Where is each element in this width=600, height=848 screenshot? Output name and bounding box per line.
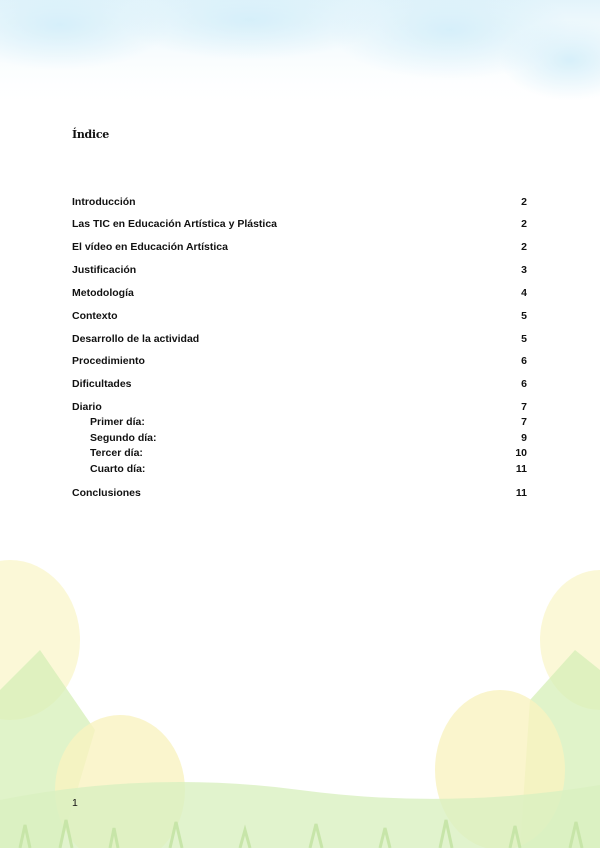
- toc-entry-page: 5: [521, 333, 527, 345]
- toc-entry-diario[interactable]: [72, 400, 527, 414]
- toc-entry-page: 2: [521, 196, 527, 208]
- toc-entry-page: 5: [521, 310, 527, 322]
- toc-entry-page: 6: [521, 378, 527, 390]
- toc-subentry-cuarto-dia[interactable]: [90, 462, 527, 476]
- toc-entry-metodologia[interactable]: [72, 286, 527, 300]
- toc-entry-conclusiones[interactable]: [72, 486, 527, 500]
- toc-entry-page: 11: [515, 487, 527, 499]
- toc-entry-label: Contexto: [72, 310, 118, 322]
- toc-entry-label: Diario: [72, 401, 102, 413]
- toc-entry-page: 2: [521, 218, 527, 230]
- toc-entry-label: Conclusiones: [72, 487, 141, 499]
- toc-entry-introduccion[interactable]: [72, 195, 527, 209]
- toc-entry-label: El vídeo en Educación Artística: [72, 241, 228, 253]
- toc-entry-label: Desarrollo de la actividad: [72, 333, 200, 345]
- toc-entry-label: Las TIC en Educación Artística y Plástica: [72, 218, 278, 230]
- toc-entry-page: 9: [521, 432, 527, 444]
- toc-entry-page: 11: [515, 463, 527, 475]
- toc-entry-label: Dificultades: [72, 378, 132, 390]
- toc-entry-justificacion[interactable]: [72, 263, 527, 277]
- toc-entry-desarrollo[interactable]: [72, 332, 527, 346]
- toc-entry-label: Cuarto día:: [90, 463, 146, 475]
- toc-entry-page: 4: [521, 287, 527, 299]
- toc-entry-page: 2: [521, 241, 527, 253]
- toc-entry-label: Segundo día:: [90, 432, 157, 444]
- toc-entry-contexto[interactable]: [72, 309, 527, 323]
- toc-entry-page: 3: [521, 264, 527, 276]
- toc-entry-procedimiento[interactable]: [72, 354, 527, 368]
- page-number: 1: [72, 797, 78, 809]
- toc-entry-label: Tercer día:: [90, 447, 143, 459]
- toc-entry-page: 6: [521, 355, 527, 367]
- toc-entry-label: Procedimiento: [72, 355, 145, 367]
- toc-entry-dificultades[interactable]: [72, 377, 527, 391]
- toc-entry-page: 7: [521, 416, 527, 428]
- toc-entry-page: 10: [515, 447, 527, 459]
- toc-entry-label: Primer día:: [90, 416, 145, 428]
- toc-entry-video[interactable]: [72, 240, 527, 254]
- index-heading: Índice: [72, 128, 109, 141]
- toc-entry-tic[interactable]: [72, 217, 527, 231]
- toc-entry-page: 7: [521, 401, 527, 413]
- toc-subentry-segundo-dia[interactable]: [90, 431, 527, 445]
- toc-entry-label: Justificación: [72, 264, 137, 276]
- toc-subentry-tercer-dia[interactable]: [90, 446, 527, 460]
- toc-entry-label: Metodología: [72, 287, 134, 299]
- toc-subentry-primer-dia[interactable]: [90, 415, 527, 429]
- toc-entry-label: Introducción: [72, 196, 136, 208]
